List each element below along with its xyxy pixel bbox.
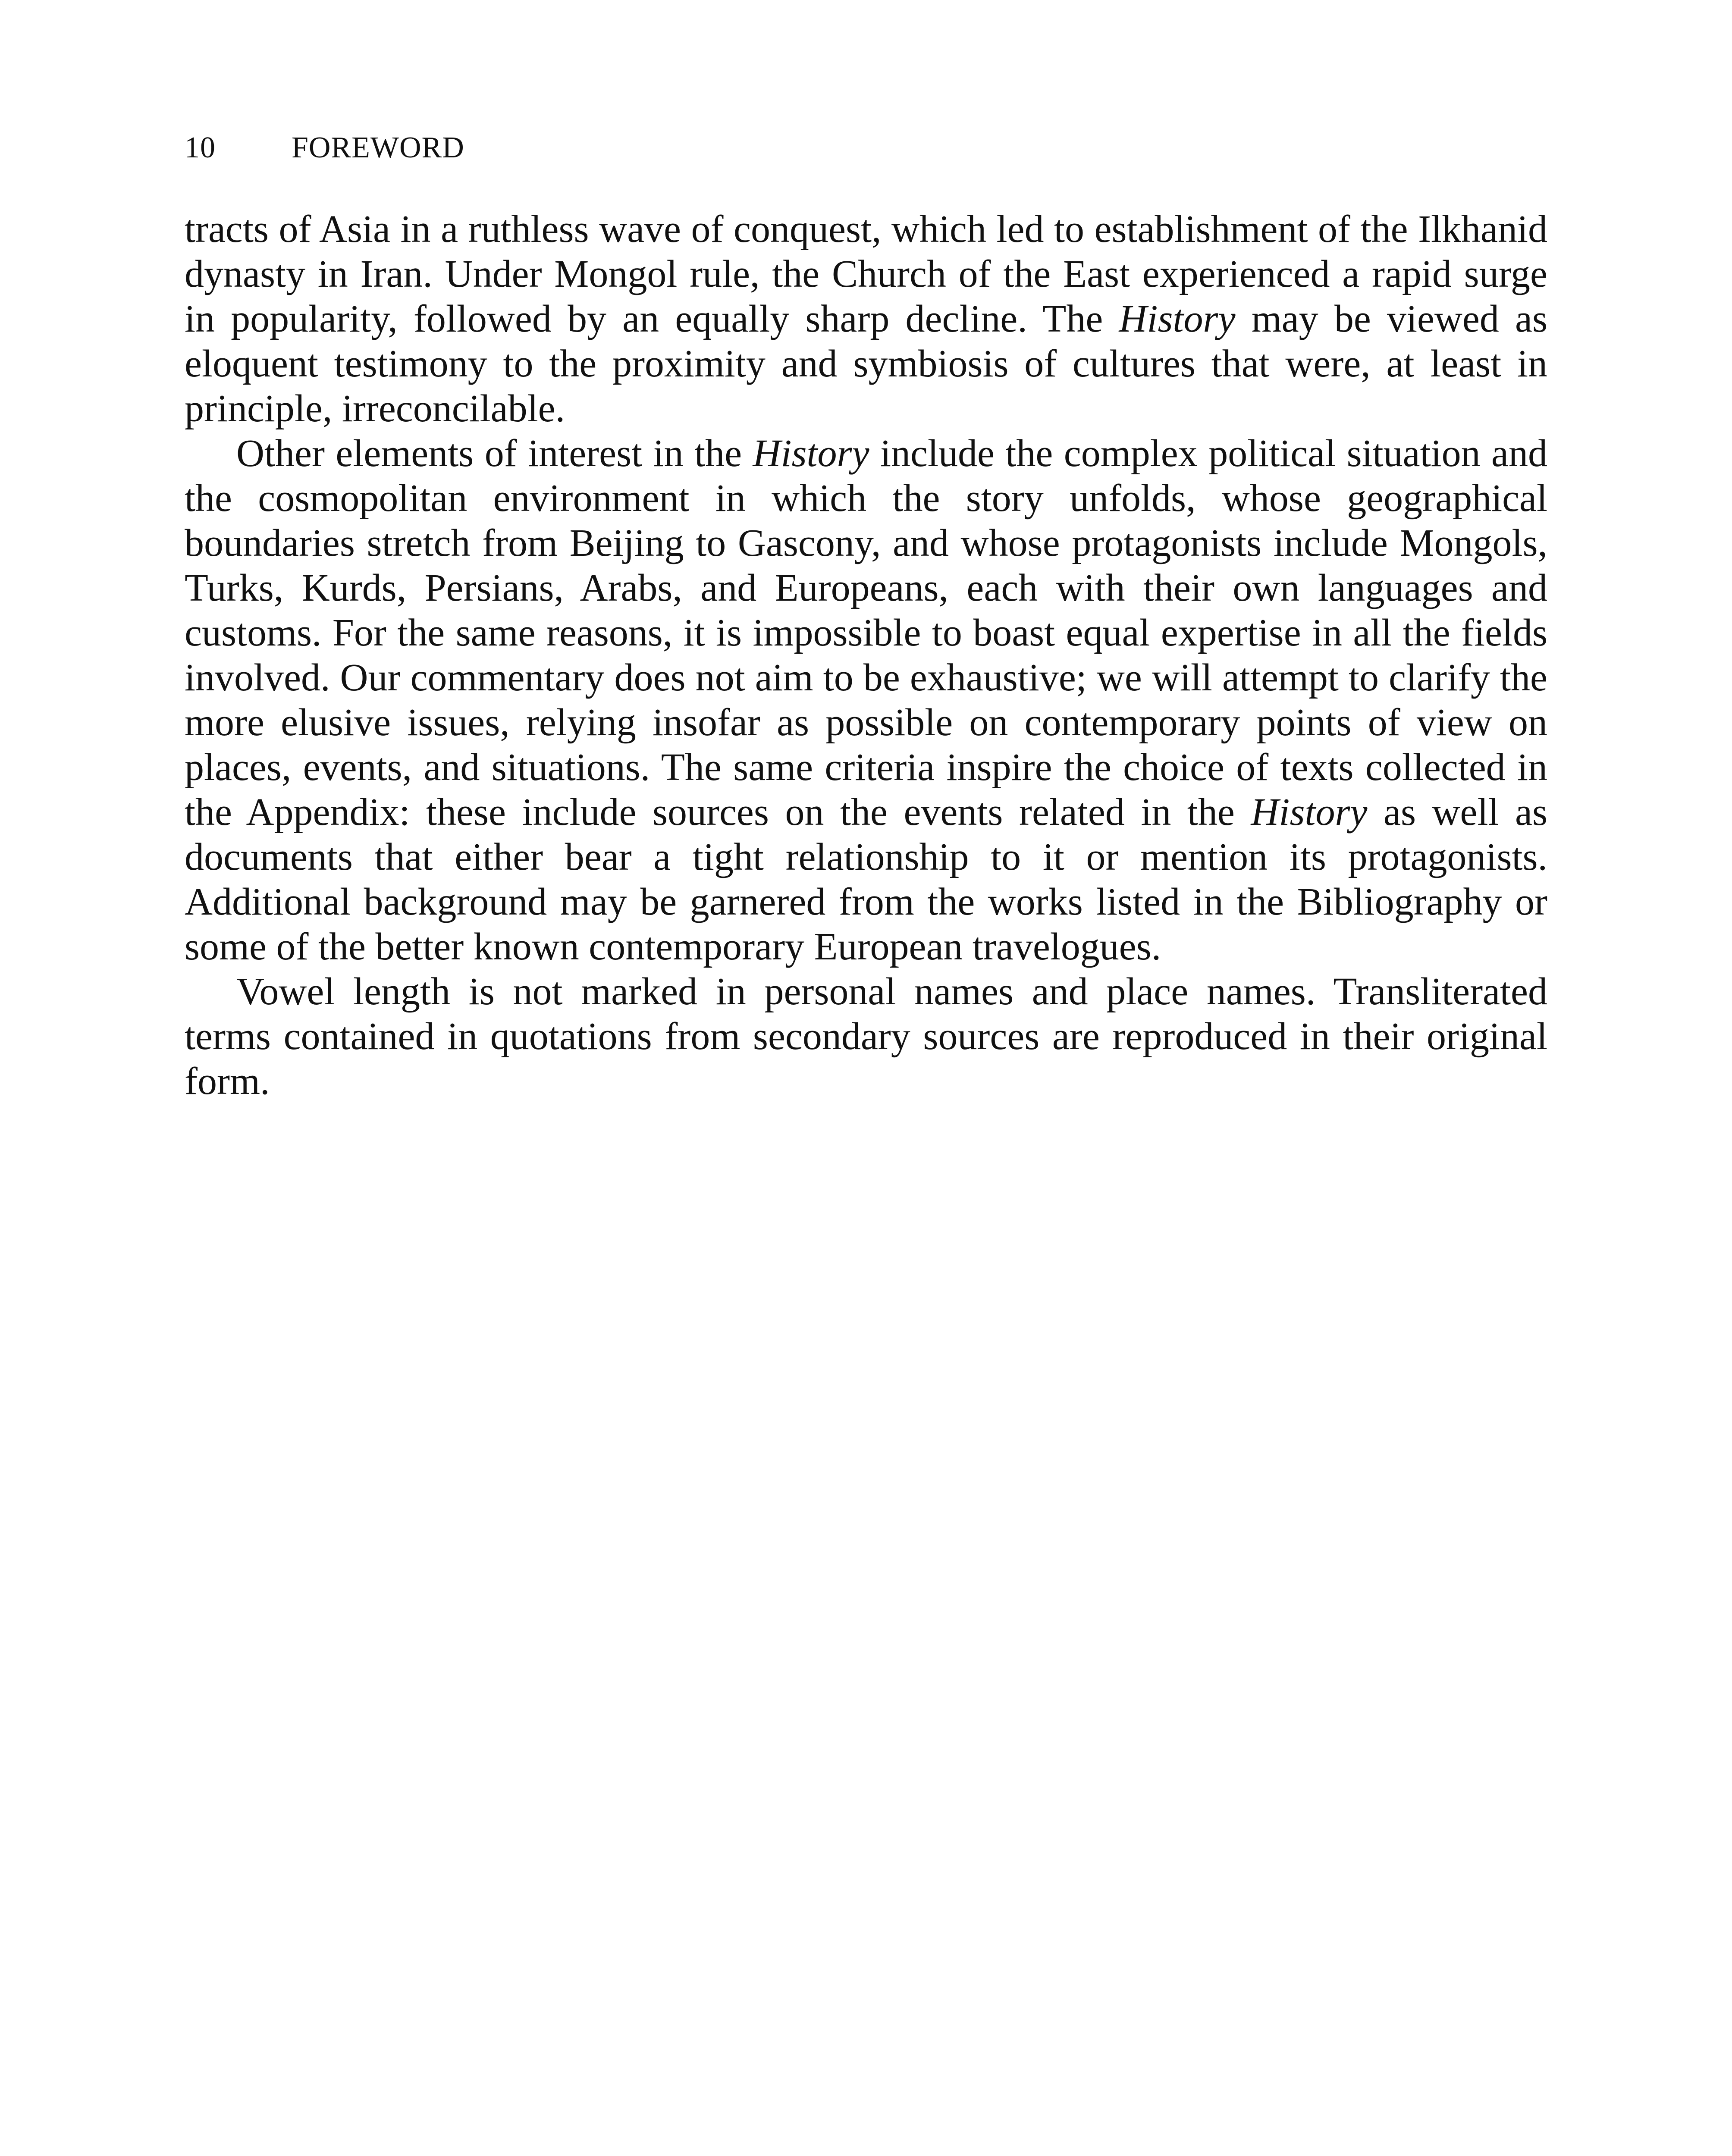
italic-title: History bbox=[1119, 298, 1236, 340]
text-run: may be viewed as eloquent testimony to the proximity and symbiosis of cultures that were, at least in principle, irreconcilable. bbox=[185, 298, 1547, 430]
text-run: tracts of Asia in a ruthless wave of conquest, which led to establishment of the Ilkhanid dynasty in Iran. Under Mongol rule, the Church of the East experienced a rapid surge in popularity, followed by an equally sharp decline. The bbox=[185, 208, 1547, 340]
italic-title: History bbox=[1251, 791, 1368, 834]
text-run: Other elements of interest in the bbox=[236, 432, 753, 475]
paragraph bbox=[185, 969, 1547, 1104]
body-text bbox=[185, 207, 1547, 1104]
page-number: 10 bbox=[185, 131, 216, 164]
paragraph bbox=[185, 431, 1547, 969]
text-run: include the complex political situation and the cosmopolitan environment in which the story unfolds, whose geographical boundaries stretch from Beijing to Gascony, and whose protagonists include Mongols, Turks, Kurds, Persians, Arabs, and Europeans, each with their own languages and customs. For the same reasons, it is impossible to boast equal expertise in all the fields involved. Our commentary does not aim to be exhaustive; we will attempt to clarify the more elusive issues, relying insofar as possible on contemporary points of view on places, events, and situations. The same criteria inspire the choice of texts collected in the Appendix: these include sources on the events related in the bbox=[185, 432, 1548, 834]
text-run: as well as documents that either bear a tight relationship to it or mention its protagonists. Additional background may be garnered from the works listed in the Bibliography or some of the better known contemporary European travelogues. bbox=[185, 791, 1547, 968]
running-head bbox=[185, 133, 1547, 163]
paragraph bbox=[185, 207, 1547, 431]
italic-title: History bbox=[753, 432, 869, 475]
text-run: Vowel length is not marked in personal names and place names. Transliterated terms contained in quotations from secondary sources are reproduced in their original form. bbox=[185, 970, 1547, 1103]
section-title: FOREWORD bbox=[292, 131, 464, 164]
